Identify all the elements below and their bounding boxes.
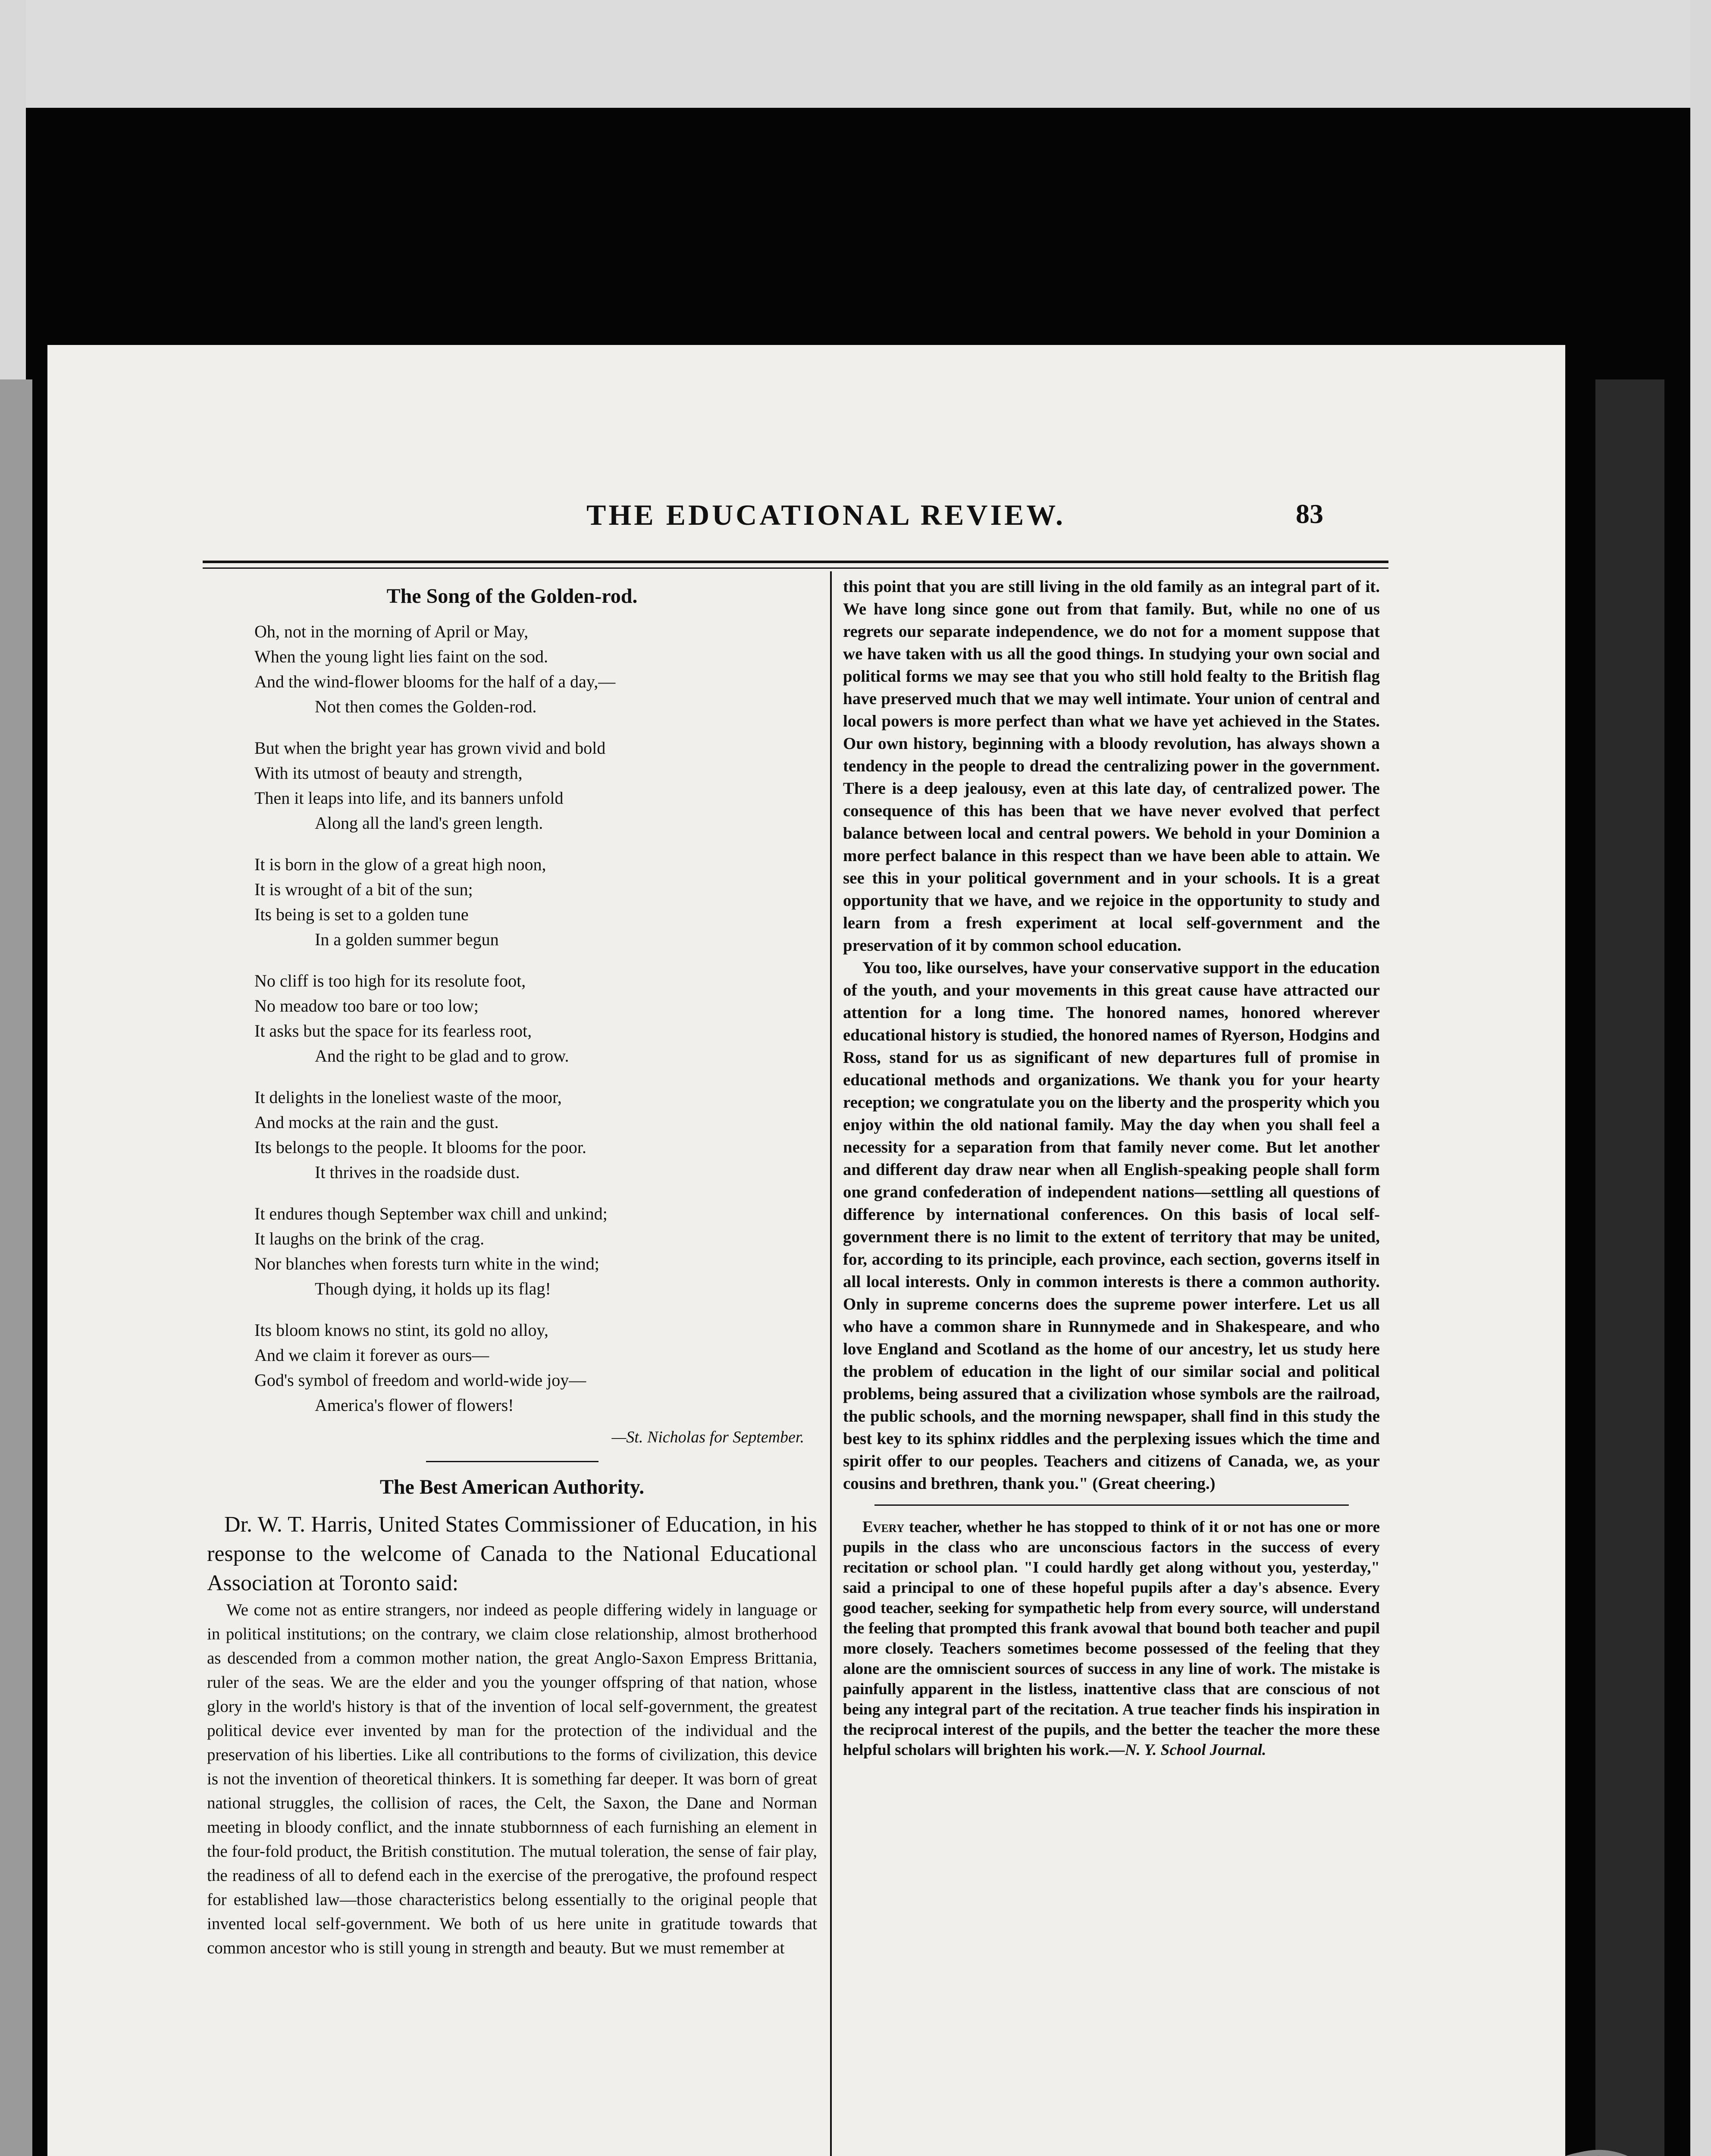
poem-line: America's flower of flowers! — [315, 1395, 514, 1415]
film-border-top — [0, 0, 1711, 108]
poem-line: It thrives in the roadside dust. — [315, 1163, 520, 1182]
poem-stanza — [207, 1318, 817, 1418]
header-rule-thin — [203, 567, 1388, 569]
poem-line: And the wind-flower blooms for the half of a day,— — [254, 672, 616, 691]
poem-line: In a golden summer begun — [315, 930, 499, 949]
poem-title: The Song of the Golden-rod. — [386, 585, 638, 608]
poem-line: Then it leaps into life, and its banners unfold — [254, 788, 564, 808]
poem-line: Its bloom knows no stint, its gold no alloy, — [254, 1320, 548, 1340]
poem — [207, 619, 817, 1418]
section-divider — [874, 1504, 1349, 1506]
poem-line: God's symbol of freedom and world-wide joy— — [254, 1370, 586, 1390]
poem-line: It delights in the loneliest waste of the moor, — [254, 1087, 562, 1107]
poem-attribution: —St. Nicholas for September. — [611, 1428, 804, 1446]
article-lead: Dr. W. T. Harris, United States Commissioner of Education, in his response to the welcome of Canada to the National Educational Association at Toronto said: — [207, 1512, 817, 1595]
poem-line: Oh, not in the morning of April or May, — [254, 622, 529, 641]
poem-stanza — [207, 968, 817, 1069]
teacher-note-first-word: Every — [862, 1518, 905, 1536]
poem-stanza — [207, 1201, 817, 1301]
right-column — [843, 576, 1380, 1760]
film-border-right — [1690, 0, 1711, 2156]
poem-stanza — [207, 852, 817, 952]
poem-line: Its belongs to the people. It blooms for the poor. — [254, 1138, 586, 1157]
poem-line: And mocks at the rain and the gust. — [254, 1112, 499, 1132]
poem-line: Not then comes the Golden-rod. — [315, 697, 537, 716]
poem-line: No cliff is too high for its resolute foot, — [254, 971, 526, 990]
poem-line: Though dying, it holds up its flag! — [315, 1279, 551, 1298]
printed-page — [47, 345, 1565, 2156]
article-body-left: We come not as entire strangers, nor indeed as people differing widely in language or in political institutions; on the contrary, we claim close relationship, almost brotherhood as descended from a common mother nation, the great Anglo-Saxon Empress Brittania, ruler of the seas. We are the elder and you the younger offspring of that nation, whose glory in the world's history is that of the invention of local self-government, the greatest political device ever invented by man for the protection of the individual and the preservation of his liberties. Like all contributions to the forms of civilization, this device is not the invention of theoretical thinkers. It is something far deeper. It was born of great national struggles, the collision of races, the Celt, the Saxon, the Dane and Norman meeting in bloody conflict, and the innate stubbornness of each furnishing an element in the four-fold product, the British constitution. The mutual toleration, the sense of fair play, the readiness of all to defend each in the exercise of the prerogative, the profound respect for established law—those characteristics belong essentially to the original people that invented local self-government. We both of us here unite in gratitude towards that common ancestor who is still young in strength and beauty. But we must remember at — [207, 1601, 817, 1957]
poem-line: Along all the land's green length. — [315, 813, 543, 833]
poem-line: It endures though September wax chill and unkind; — [254, 1204, 608, 1223]
page-shadow — [1595, 379, 1664, 2156]
teacher-note-source: —N. Y. School Journal. — [1109, 1741, 1266, 1759]
article-title: The Best American Authority. — [379, 1476, 645, 1498]
poem-line: Nor blanches when forests turn white in the wind; — [254, 1254, 599, 1273]
poem-line: No meadow too bare or too low; — [254, 996, 479, 1015]
article-body-final: You too, like ourselves, have your conservative support in the education of the youth, and your movements in this great cause have attracted our attention for a long time. The honored names, honored wherever educational history is studied, the honored names of Ryerson, Hodgins and Ross, stand for us as significant of new departures full of promise in educational methods and organizations. We thank you for your hearty reception; we congratulate you on the liberty and the prosperity which you enjoy within the old national family. May the day when you shall feel a necessity for a separation from that family never come. But let another and different day draw near when all English-speaking people shall form one grand confederation of independent nations—settling all questions of difference by international conferences. On this basis of local self-government there is no limit to the extent of territory that may be united, for, according to its principle, each province, each section, governs itself in all local interests. Only in common interests is there a common authority. Only in supreme concerns does the supreme power interfere. Let us all who have a common share in Runnymede and in Shakespeare, and who love England and Scotland as the home of our ancestry, let us study here the problem of education in the light of our similar social and political problems, being assured that a civilization whose symbols are the railroad, the public schools, and the morning newspaper, shall find in this study the best key to its sphinx riddles and the perplexing issues which the time and spirit offer to our peoples. Teachers and citizens of Canada, we, as your cousins and brethren, thank you." (Great cheering.) — [843, 959, 1380, 1493]
journal-title: THE EDUCATIONAL REVIEW. — [586, 498, 1066, 531]
running-head — [47, 498, 1363, 550]
poem-line: It is born in the glow of a great high noon, — [254, 855, 546, 874]
poem-line: And we claim it forever as ours— — [254, 1345, 489, 1365]
teacher-note-text: teacher, whether he has stopped to think of it or not has one or more pupils in the class who are unconscious factors in the success of every recitation or school plan. "I could hardly get along without you, yesterday," said a principal to one of these hopeful pupils after a day's absence. Every good teacher, seeking for sympathetic help from every source, will understand the feeling that prompted this frank avowal that bound both teacher and pupil more closely. Teachers sometimes become possessed of the feeling that they alone are the omniscient sources of success in any line of work. The mistake is painfully apparent in the listless, inattentive class that are conscious of not being any integral part of the recitation. A true teacher finds his inspiration in the reciprocal interest of the pupils, and the better the teacher the more these helpful scholars will brighten his work. — [843, 1518, 1380, 1759]
section-divider — [426, 1461, 599, 1462]
page-number: 83 — [1296, 498, 1323, 529]
adjacent-page-edge — [0, 379, 32, 2156]
poem-line: It is wrought of a bit of the sun; — [254, 880, 473, 899]
poem-line: With its utmost of beauty and strength, — [254, 763, 523, 783]
poem-line: It asks but the space for its fearless root, — [254, 1021, 532, 1040]
column-divider — [830, 571, 832, 2156]
poem-line: It laughs on the brink of the crag. — [254, 1229, 485, 1248]
poem-stanza — [207, 736, 817, 836]
poem-stanza — [207, 1085, 817, 1185]
teacher-note — [843, 1517, 1380, 1760]
poem-line: When the young light lies faint on the sod. — [254, 647, 548, 666]
left-column — [207, 576, 817, 1960]
poem-line: And the right to be glad and to grow. — [315, 1046, 569, 1065]
poem-stanza — [207, 619, 817, 719]
poem-line: Its being is set to a golden tune — [254, 905, 469, 924]
article-body-continued: this point that you are still living in the old family as an integral part of it. We have long since gone out from that family. But, while no one of us regrets our separate independence, we do not for a moment suppose that we have taken with us all the good things. In studying your own social and political forms we may see that you who still hold fealty to the British flag have preserved much that we may well intimate. Your union of central and local powers is more perfect than what we have yet achieved in the States. Our own history, beginning with a bloody revolution, has always shown a tendency in the people to dread the centralizing power in the government. There is a deep jealousy, even at this late day, of centralized power. The consequence of this has been that we have never evolved that perfect balance between local and central powers. We behold in your Dominion a more perfect balance in this respect than we have been able to attain. We see this in your political government and in your schools. It is a great opportunity that we have, and we rejoice in the opportunity to study and learn from a fresh experiment at local self-government and the preservation of it by common school education. — [843, 577, 1380, 955]
header-rule — [203, 561, 1388, 563]
poem-line: But when the bright year has grown vivid and bold — [254, 738, 606, 758]
